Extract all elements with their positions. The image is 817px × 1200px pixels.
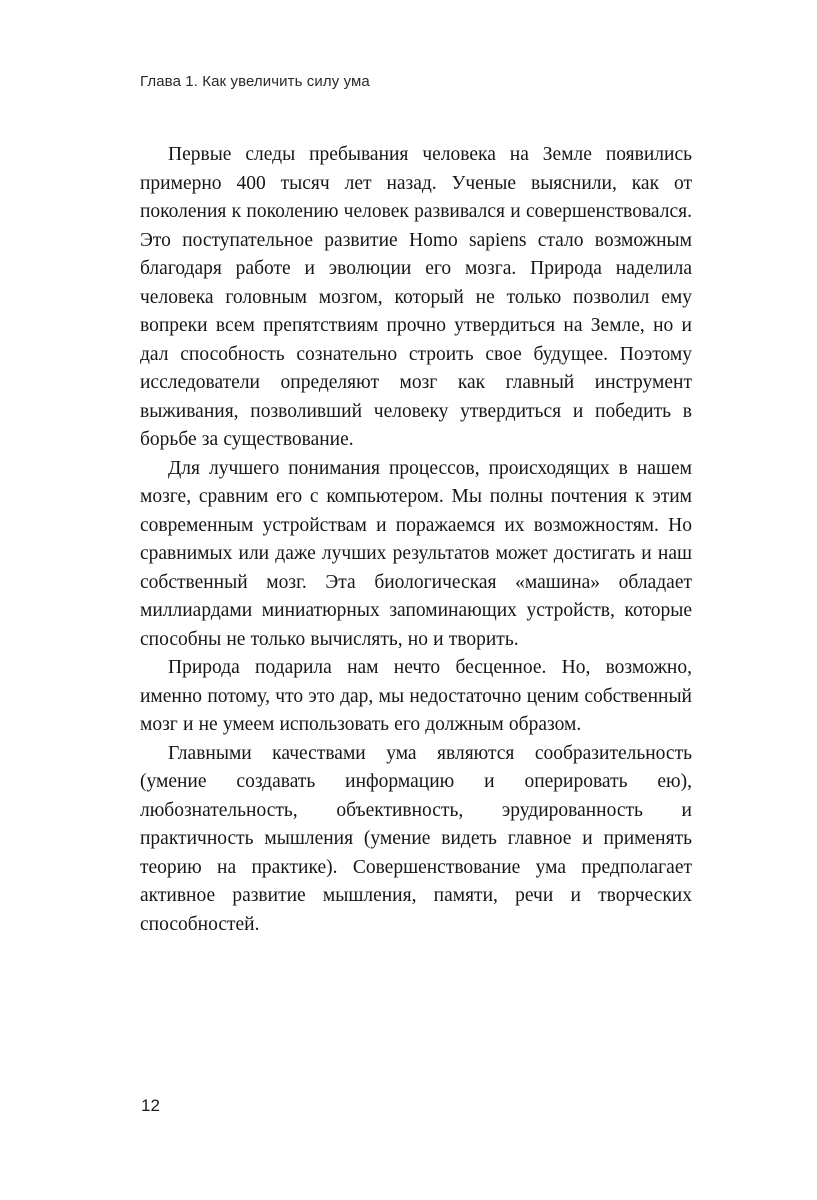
- running-header: Глава 1. Как увеличить силу ума: [140, 73, 370, 90]
- paragraph: Главными качествами ума являются сообразительность (умение создавать информацию и оперировать ею), любознательность, объективность, эрудированность и практичность мышления (умение видеть главное и применять теорию на практике). Совершенствование ума предполагает активное развитие мышления, памяти, речи и творческих способностей.: [140, 742, 692, 935]
- paragraph: Первые следы пребывания человека на Земле появились примерно 400 тысяч лет назад. Ученые выяснили, как от поколения к поколению человек развивался и совершенствовался. Это поступательное развитие Homo sapiens стало возможным благодаря работе и эволюции его мозга. Природа наделила человека головным мозгом, который не только позволил ему вопреки всем препятствиям прочно утвердиться на Земле, но и дал способность сознательно строить свое будущее. Поэтому исследователи определяют мозг как главный инструмент выживания, позволивший человеку утвердиться и победить в борьбе за существование.: [140, 144, 692, 450]
- text-block: [140, 141, 692, 939]
- paragraph: Природа подарила нам нечто бесценное. Но, возможно, именно потому, что это дар, мы недостаточно ценим собственный мозг и не умеем использовать его должным образом.: [140, 657, 692, 735]
- paragraph: Для лучшего понимания процессов, происходящих в нашем мозге, сравним его с компьютером. Мы полны почтения к этим современным устройствам и поражаемся их возможностям. Но сравнимых или даже лучших результатов может достигать и наш собственный мозг. Эта биологическая «машина» обладает миллиардами миниатюрных запоминающих устройств, которые способны не только вычислять, но и творить.: [140, 457, 692, 650]
- page-number: 12: [141, 1096, 160, 1115]
